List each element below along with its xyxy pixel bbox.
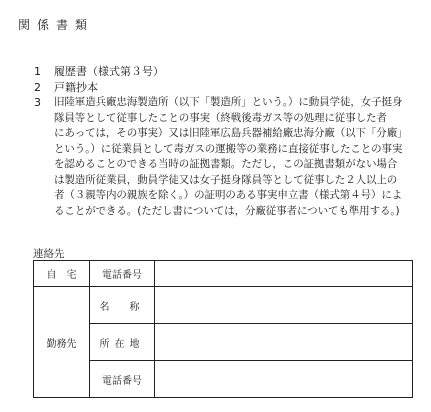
item-number: 2 (34, 80, 41, 94)
table-row (34, 324, 413, 361)
table-row (34, 261, 413, 287)
document-list (34, 64, 416, 219)
work-address-label: 所在地 (99, 338, 145, 350)
work-label: 勤務先 (46, 338, 77, 350)
work-name-label: 名 称 (99, 301, 145, 313)
item-text-line: 旧陸軍造兵廠忠海製造所（以下「製造所」という。）に動員学徒，女子挺身 (54, 96, 403, 108)
page-title: 関係書類 (18, 18, 95, 32)
item-text-line: 隊員等として従事したことの事実（終戦後毒ガス等の処理に従事した者 (54, 111, 387, 124)
home-phone-label: 電話番号 (102, 270, 142, 281)
list-item (34, 64, 416, 80)
table-row (34, 361, 413, 398)
item-text: 戸籍抄本 (54, 80, 98, 94)
item-text-block (54, 95, 416, 219)
contact-table (33, 260, 413, 398)
work-phone-label-cell (90, 361, 155, 398)
item-text-line: にあっては，その事実）又は旧陸軍広島兵器補給廠忠海分廠（以下「分廠」 (54, 127, 408, 139)
item-text-line: という。）に従業員として毒ガスの運搬等の業務に直接従事したことの事実 (54, 142, 403, 155)
home-label: 自 宅 (46, 270, 77, 281)
item-text-line: 者（３親等内の親族を除く。）の証明のある事実申立書（様式第４号）によ (54, 189, 403, 201)
list-item (34, 80, 416, 96)
item-text-line: は製造所従業員，動員学徒又は女子挺身隊員等として従事した２人以上の (54, 173, 398, 186)
home-label-cell (34, 261, 90, 287)
work-phone-field[interactable] (155, 361, 413, 398)
work-label-cell (34, 287, 90, 398)
table-row (34, 287, 413, 324)
contact-heading: 連絡先 (33, 248, 65, 260)
work-name-label-cell (90, 287, 155, 324)
home-phone-field[interactable] (155, 261, 413, 287)
work-name-field[interactable] (155, 287, 413, 324)
item-number: 3 (34, 96, 41, 109)
list-item (34, 95, 416, 219)
item-number: 1 (34, 65, 41, 78)
item-text: 履歴書（様式第３号） (54, 65, 164, 78)
work-phone-label: 電話番号 (102, 375, 142, 387)
item-text-line: を認めることのできる当時の証拠書類。ただし，この証拠書類がない場合 (54, 158, 398, 170)
work-address-label-cell (90, 324, 155, 361)
home-phone-label-cell (90, 261, 155, 287)
work-address-field[interactable] (155, 324, 413, 361)
item-text-line: ることができる。(ただし書については，分廠従事者についても準用する。) (54, 204, 400, 217)
